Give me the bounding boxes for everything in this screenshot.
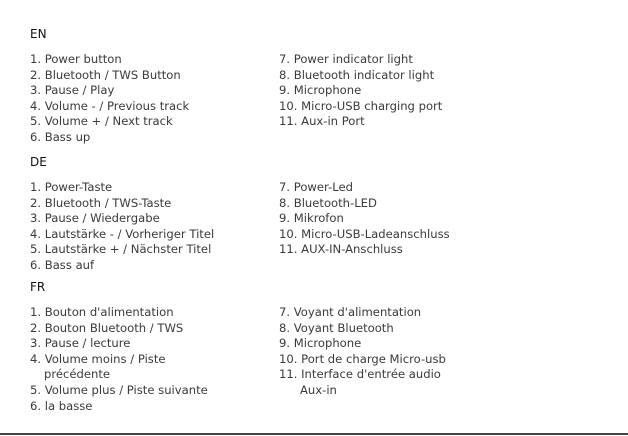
list-item: 3. Pause / Play <box>30 83 115 98</box>
list-item: 11. Interface d'entrée audio Aux-in <box>279 367 441 397</box>
list-item: 9. Microphone <box>279 83 362 98</box>
list-item: 11. Aux-in Port <box>279 114 365 129</box>
list-item: 6. Bass up <box>30 129 91 144</box>
list-item: 5. Lautstärke + / Nächster Titel <box>30 242 212 257</box>
list-item: 10. Micro-USB charging port <box>279 98 443 113</box>
list-item: 4. Volume - / Previous track <box>30 98 190 113</box>
list-item: 6. la basse <box>30 398 93 413</box>
parts-list-right-fr <box>279 305 609 399</box>
list-item: 7. Power-Led <box>279 180 353 194</box>
section-heading-fr: FR <box>30 280 46 294</box>
section-heading-de: DE <box>30 155 47 169</box>
list-item: 3. Pause / Wiedergabe <box>30 211 160 226</box>
list-item: 11. AUX-IN-Anschluss <box>279 242 403 257</box>
list-item: 4. Volume moins / Piste précédente <box>30 351 166 382</box>
list-item: 10. Port de charge Micro-usb <box>279 351 446 366</box>
parts-list-left-fr <box>30 305 270 414</box>
parts-list-left-de <box>30 180 270 274</box>
list-item: 6. Bass auf <box>30 257 95 272</box>
list-item: 4. Lautstärke - / Vorheriger Titel <box>30 226 215 241</box>
parts-list-right-en <box>279 52 609 130</box>
list-item: 7. Power indicator light <box>279 52 413 66</box>
section-heading-en: EN <box>30 27 47 41</box>
list-item: 9. Microphone <box>279 336 362 351</box>
list-item: 8. Bluetooth indicator light <box>279 67 435 82</box>
list-item: 3. Pause / lecture <box>30 336 131 351</box>
bottom-divider <box>0 433 628 435</box>
parts-list-right-de <box>279 180 609 258</box>
list-item: 8. Voyant Bluetooth <box>279 320 394 335</box>
list-item: 2. Bluetooth / TWS Button <box>30 67 181 82</box>
parts-list-left-en <box>30 52 270 146</box>
list-item: 10. Micro-USB-Ladeanschluss <box>279 226 450 241</box>
list-item: 2. Bluetooth / TWS-Taste <box>30 195 172 210</box>
list-item: 1. Power-Taste <box>30 180 113 194</box>
list-item: 9. Mikrofon <box>279 211 344 226</box>
list-item: 5. Volume plus / Piste suivante <box>30 382 208 397</box>
list-item: 5. Volume + / Next track <box>30 114 173 129</box>
list-item: 1. Bouton d'alimentation <box>30 305 174 319</box>
list-item: 8. Bluetooth-LED <box>279 195 377 210</box>
list-item: 1. Power button <box>30 52 122 66</box>
list-item: 2. Bouton Bluetooth / TWS <box>30 320 184 335</box>
list-item: 7. Voyant d'alimentation <box>279 305 422 319</box>
